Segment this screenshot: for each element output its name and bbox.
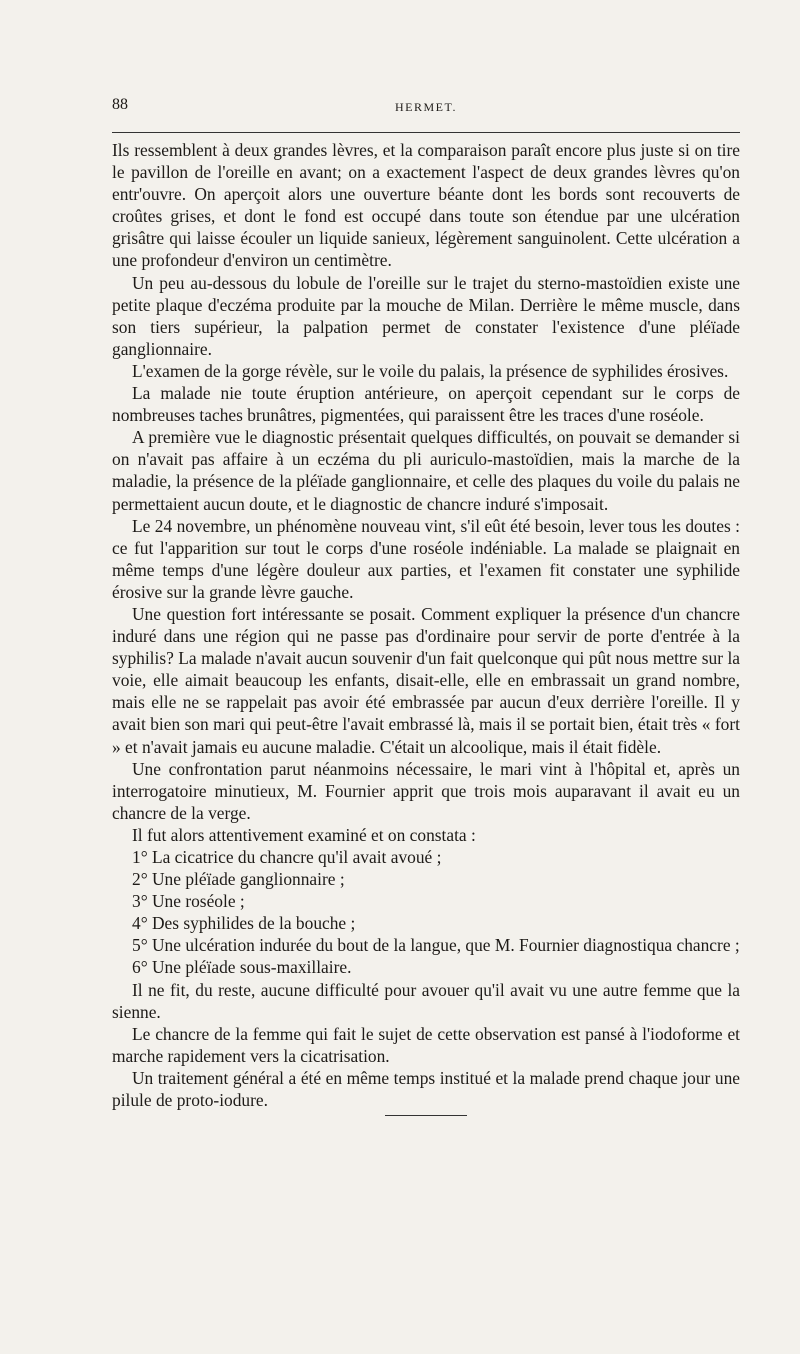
paragraph: Un peu au-dessous du lobule de l'oreille sur le trajet du sterno-mastoïdien existe une petite plaque d'eczéma produite par la mouche de Milan. Derrière le même muscle, dans son tiers supérieur, la palpation permet de constater l'existence d'une pléïade ganglionnaire.	[112, 272, 740, 359]
paragraph: Une question fort intéressante se posait. Comment expliquer la présence d'un chancre induré dans une région qui ne passe pas d'ordinaire pour servir de porte d'entrée à la syphilis? La malade n'avait aucun souvenir d'un fait quelconque qui pût nous mettre sur la voie, elle aimait beaucoup les enfants, disait-elle, elle en embrassait un grand nombre, mais elle ne se rappelait pas avoir été embrassée par aucun d'eux derrière l'oreille. Il y avait bien son mari qui peut-être l'avait embrassé là, mais il se portait bien, était très « fort » et n'avait jamais eu aucune maladie. C'était un alcoolique, mais il était fidèle.	[112, 603, 740, 757]
header-rule	[112, 132, 740, 133]
page-number: 88	[112, 96, 128, 113]
page-header	[112, 92, 740, 122]
paragraph: Le 24 novembre, un phénomène nouveau vint, s'il eût été besoin, lever tous les doutes : ce fut l'apparition sur tout le corps d'une roséole indéniable. La malade se plaignait en même temps d'une légère douleur aux parties, et l'examen fit constater une syphilide érosive sur la grande lèvre gauche.	[112, 515, 740, 602]
body-text	[112, 139, 740, 1111]
paragraph: Un traitement général a été en même temps institué et la malade prend chaque jour une pilule de proto-iodure.	[112, 1067, 740, 1111]
list-item: 1° La cicatrice du chancre qu'il avait avoué ;	[132, 847, 442, 867]
running-head: HERMET.	[395, 100, 457, 114]
paragraph: A première vue le diagnostic présentait quelques difficultés, on pouvait se demander si on n'avait pas affaire à un eczéma du pli auriculo-mastoïdien, mais la marche de la maladie, la présence de la pléïade ganglionnaire, et celle des plaques du voile du palais ne permettaient aucun doute, et le diagnostic de chancre induré s'imposait.	[112, 427, 740, 514]
list-item: 3° Une roséole ;	[132, 891, 245, 912]
paragraph: Ils ressemblent à deux grandes lèvres, et la comparaison paraît encore plus juste si on tire le pavillon de l'oreille en avant; on a exactement l'aspect de deux grandes lèvres qu'on entr'ouvre. On aperçoit alors une ouverture béante dont les bords sont recouverts de croûtes grises, et dont le fond est occupé dans toute son étendue par une ulcération grisâtre qui laisse écouler un liquide sanieux, légèrement sanguinolent. Cette ulcération a une profondeur d'environ un centimètre.	[112, 140, 740, 271]
paragraph: Le chancre de la femme qui fait le sujet de cette observation est pansé à l'iodoforme et marche rapidement vers la cicatrisation.	[112, 1023, 740, 1066]
list-item: 4° Des syphilides de la bouche ;	[132, 913, 356, 934]
end-rule	[385, 1115, 467, 1116]
paragraph: La malade nie toute éruption antérieure, on aperçoit cependant sur le corps de nombreuses taches brunâtres, pigmentées, qui paraissent être les traces d'une roséole.	[112, 383, 740, 426]
paragraph: Une confrontation parut néanmoins nécessaire, le mari vint à l'hôpital et, après un interrogatoire minutieux, M. Fournier apprit que trois mois auparavant il avait eu un chancre de la verge.	[112, 758, 740, 823]
list-item: 6° Une pléïade sous-maxillaire.	[132, 957, 352, 978]
book-page	[112, 92, 740, 1116]
paragraph: L'examen de la gorge révèle, sur le voile du palais, la présence de syphilides érosives.	[132, 360, 729, 381]
paragraph: Il fut alors attentivement examiné et on constata :	[132, 824, 476, 845]
list-item: 5° Une ulcération indurée du bout de la langue, que M. Fournier diagnostiqua chancre ;	[132, 935, 740, 956]
paragraph: Il ne fit, du reste, aucune difficulté pour avouer qu'il avait vu une autre femme que la sienne.	[112, 979, 740, 1022]
list-item: 2° Une pléïade ganglionnaire ;	[132, 869, 345, 890]
